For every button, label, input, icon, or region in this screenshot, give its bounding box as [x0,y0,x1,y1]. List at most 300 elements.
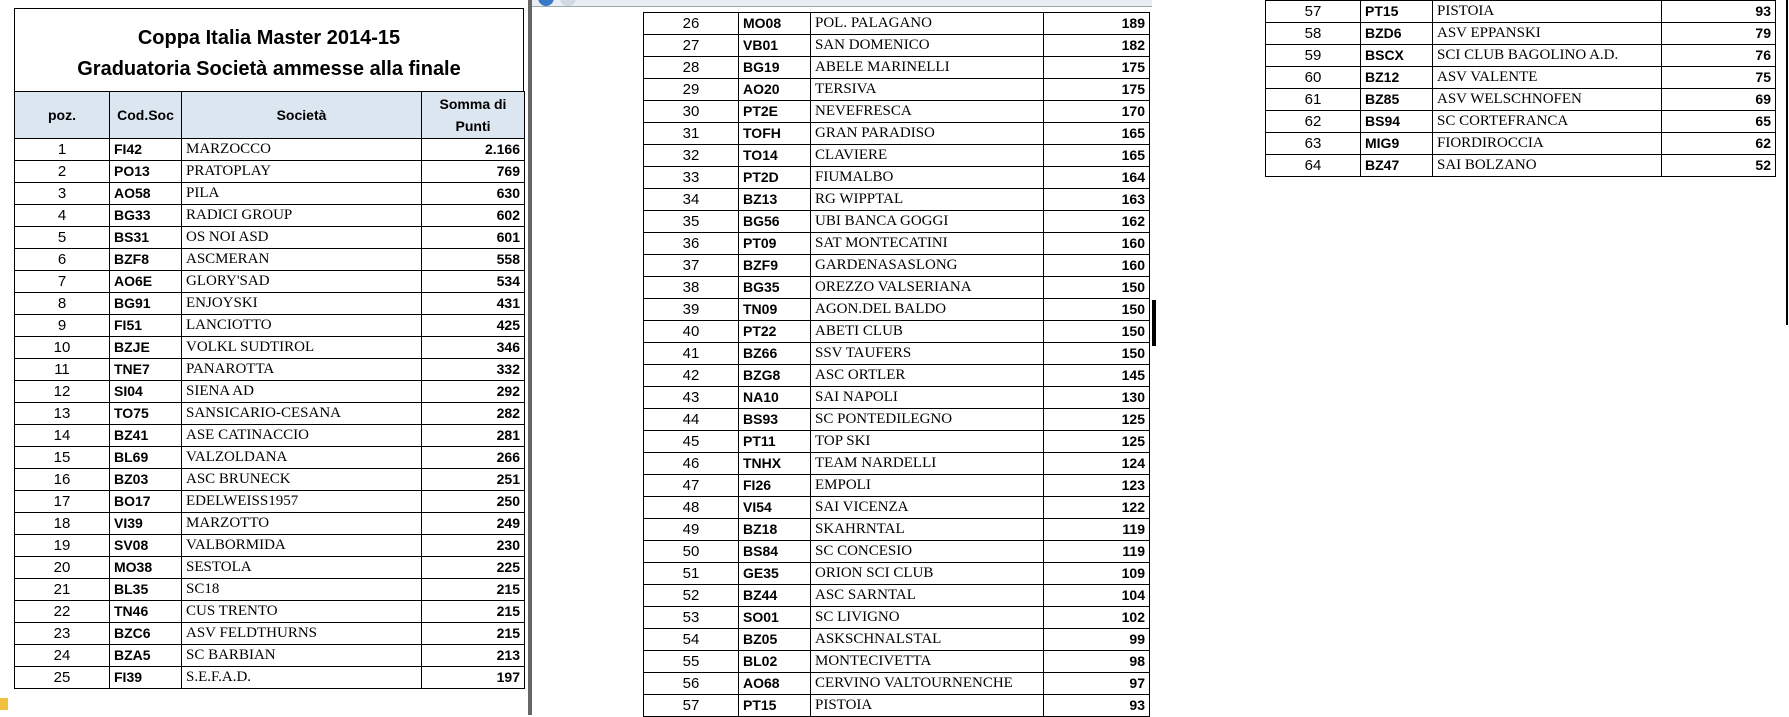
cell-pos: 62 [1266,111,1361,133]
cell-pos: 24 [15,645,110,667]
cell-society: VALBORMIDA [182,535,422,557]
cell-pos: 36 [644,233,739,255]
cell-code: GE35 [739,563,811,585]
cell-code: FI26 [739,475,811,497]
table-row [15,293,525,315]
ranking-table-right [1265,0,1775,177]
cell-pos: 5 [15,227,110,249]
cell-society: AGON.DEL BALDO [811,299,1044,321]
cell-pos: 14 [15,425,110,447]
table-row [644,541,1150,563]
cell-society: CUS TRENTO [182,601,422,623]
table-row [644,519,1150,541]
cell-points: 93 [1044,695,1150,717]
table-row [15,623,525,645]
cell-points: 769 [422,161,525,183]
table-row [1266,45,1776,67]
cell-code: VI54 [739,497,811,519]
forward-button-icon[interactable] [560,0,576,6]
cell-society: OS NOI ASD [182,227,422,249]
cell-pos: 30 [644,101,739,123]
cell-pos: 29 [644,79,739,101]
cell-society: SANSICARIO-CESANA [182,403,422,425]
cell-society: SKAHRNTAL [811,519,1044,541]
cell-pos: 50 [644,541,739,563]
cell-pos: 16 [15,469,110,491]
cell-society: SC PONTEDILEGNO [811,409,1044,431]
cell-pos: 34 [644,189,739,211]
cell-society: ASKSCHNALSTAL [811,629,1044,651]
cell-society: EMPOLI [811,475,1044,497]
cell-code: BL02 [739,651,811,673]
table-row [15,403,525,425]
cell-points: 123 [1044,475,1150,497]
cell-points: 162 [1044,211,1150,233]
cell-points: 2.166 [422,139,525,161]
cell-code: AO6E [110,271,182,293]
cell-pos: 48 [644,497,739,519]
cell-pos: 9 [15,315,110,337]
cell-points: 102 [1044,607,1150,629]
cell-code: BO17 [110,491,182,513]
cell-points: 251 [422,469,525,491]
cell-pos: 61 [1266,89,1361,111]
table-row [644,563,1150,585]
cell-code: TN46 [110,601,182,623]
cell-society: UBI BANCA GOGGI [811,211,1044,233]
cell-code: MO38 [110,557,182,579]
cell-code: PO13 [110,161,182,183]
cell-points: 69 [1662,89,1776,111]
table-row [644,651,1150,673]
cell-points: 119 [1044,541,1150,563]
title-block [14,8,524,91]
header-pos: poz. [15,92,110,139]
cell-code: BZG8 [739,365,811,387]
cell-pos: 43 [644,387,739,409]
cell-points: 97 [1044,673,1150,695]
cell-pos: 7 [15,271,110,293]
cell-pos: 57 [644,695,739,717]
cell-pos: 35 [644,211,739,233]
cell-code: FI39 [110,667,182,689]
cell-society: SC LIVIGNO [811,607,1044,629]
table-row [644,343,1150,365]
cell-code: BL69 [110,447,182,469]
cell-pos: 54 [644,629,739,651]
cell-code: BG19 [739,57,811,79]
cell-code: BS31 [110,227,182,249]
cell-code: BZ13 [739,189,811,211]
cell-pos: 39 [644,299,739,321]
cell-code: PT11 [739,431,811,453]
cell-points: 52 [1662,155,1776,177]
cell-society: ABELE MARINELLI [811,57,1044,79]
table-row [15,469,525,491]
cell-society: SC BARBIAN [182,645,422,667]
table-row [644,409,1150,431]
cell-points: 534 [422,271,525,293]
cell-points: 431 [422,293,525,315]
cell-code: BZD6 [1361,23,1433,45]
table-row [15,645,525,667]
cell-code: BG91 [110,293,182,315]
table-row [644,211,1150,233]
cell-society: ASV VALENTE [1433,67,1662,89]
cell-code: BG35 [739,277,811,299]
header-row [15,92,525,139]
cell-code: PT09 [739,233,811,255]
cell-points: 250 [422,491,525,513]
cell-points: 182 [1044,35,1150,57]
cell-points: 249 [422,513,525,535]
table-row [644,629,1150,651]
table-row [15,205,525,227]
cell-points: 93 [1662,1,1776,23]
header-code: Cod.Soc [110,92,182,139]
cell-society: ASC SARNTAL [811,585,1044,607]
cell-society: NEVEFRESCA [811,101,1044,123]
cell-pos: 33 [644,167,739,189]
table-row [15,315,525,337]
header-points [422,92,525,139]
window-chrome-strip [532,0,1152,7]
cell-pos: 3 [15,183,110,205]
table-row [644,673,1150,695]
cell-pos: 58 [1266,23,1361,45]
cell-society: SAN DOMENICO [811,35,1044,57]
cell-society: SAT MONTECATINI [811,233,1044,255]
cell-society: TERSIVA [811,79,1044,101]
cell-points: 281 [422,425,525,447]
cell-code: BSCX [1361,45,1433,67]
cell-points: 215 [422,623,525,645]
cell-pos: 47 [644,475,739,497]
cell-points: 215 [422,579,525,601]
cell-society: SAI BOLZANO [1433,155,1662,177]
window-divider [528,0,532,715]
header-points-line-1: Somma di [439,96,507,112]
cell-pos: 4 [15,205,110,227]
table-row [15,579,525,601]
cell-code: FI51 [110,315,182,337]
cell-code: TNHX [739,453,811,475]
table-row [644,57,1150,79]
cell-society: MARZOTTO [182,513,422,535]
cell-code: BZJE [110,337,182,359]
taskbar-icon[interactable] [0,698,8,710]
cell-pos: 18 [15,513,110,535]
table-row [644,299,1150,321]
cell-code: MO08 [739,13,811,35]
cell-points: 164 [1044,167,1150,189]
cell-pos: 23 [15,623,110,645]
cell-code: SI04 [110,381,182,403]
cell-society: PILA [182,183,422,205]
cell-points: 630 [422,183,525,205]
cell-pos: 55 [644,651,739,673]
cell-points: 76 [1662,45,1776,67]
cell-society: TEAM NARDELLI [811,453,1044,475]
cell-points: 160 [1044,255,1150,277]
cell-points: 601 [422,227,525,249]
table-row [644,475,1150,497]
cell-society: PISTOIA [811,695,1044,717]
cell-pos: 53 [644,607,739,629]
cell-code: BZ03 [110,469,182,491]
cell-code: BZ18 [739,519,811,541]
cell-society: SIENA AD [182,381,422,403]
table-row [1266,1,1776,23]
table-row [644,387,1150,409]
cell-code: BZ12 [1361,67,1433,89]
table-row [644,101,1150,123]
cell-pos: 19 [15,535,110,557]
cell-code: TN09 [739,299,811,321]
ranking-table-2 [643,12,1150,717]
cell-points: 266 [422,447,525,469]
cell-code: BZF8 [110,249,182,271]
cell-code: BS94 [1361,111,1433,133]
cell-code: BL35 [110,579,182,601]
cell-society: SCI CLUB BAGOLINO A.D. [1433,45,1662,67]
cell-pos: 57 [1266,1,1361,23]
cell-pos: 25 [15,667,110,689]
table-row [15,381,525,403]
table-row [1266,23,1776,45]
cell-points: 130 [1044,387,1150,409]
cell-pos: 41 [644,343,739,365]
table-row [15,447,525,469]
cell-pos: 28 [644,57,739,79]
table-row [644,497,1150,519]
cell-society: SC CORTEFRANCA [1433,111,1662,133]
window-edge [1786,0,1788,325]
table-row [15,183,525,205]
cell-pos: 27 [644,35,739,57]
cell-society: RG WIPPTAL [811,189,1044,211]
table-row [15,601,525,623]
cell-points: 62 [1662,133,1776,155]
cell-code: PT22 [739,321,811,343]
cell-points: 165 [1044,123,1150,145]
cell-points: 558 [422,249,525,271]
table-row [644,607,1150,629]
cell-pos: 15 [15,447,110,469]
cell-society: ASC ORTLER [811,365,1044,387]
cell-pos: 52 [644,585,739,607]
cell-pos: 37 [644,255,739,277]
table-row [1266,155,1776,177]
cell-society: PRATOPLAY [182,161,422,183]
cell-code: BZ85 [1361,89,1433,111]
cell-points: 104 [1044,585,1150,607]
cell-points: 346 [422,337,525,359]
cell-points: 175 [1044,79,1150,101]
cell-code: PT2D [739,167,811,189]
table-row [644,145,1150,167]
cell-society: MONTECIVETTA [811,651,1044,673]
cell-society: FIORDIROCCIA [1433,133,1662,155]
table-row [644,79,1150,101]
cell-code: MIG9 [1361,133,1433,155]
cell-points: 119 [1044,519,1150,541]
table-row [644,167,1150,189]
table-row [15,271,525,293]
table-row [644,233,1150,255]
cell-code: BZ41 [110,425,182,447]
table-row [15,513,525,535]
cell-society: ORION SCI CLUB [811,563,1044,585]
cell-code: SV08 [110,535,182,557]
table-row [1266,133,1776,155]
cell-code: BZA5 [110,645,182,667]
table-body-left [15,139,525,689]
table-row [15,249,525,271]
table-row [644,431,1150,453]
cell-points: 165 [1044,145,1150,167]
title-line-1: Coppa Italia Master 2014-15 [137,27,401,49]
cell-society: CERVINO VALTOURNENCHE [811,673,1044,695]
cell-points: 125 [1044,431,1150,453]
table-row [1266,89,1776,111]
cell-points: 602 [422,205,525,227]
table-row [1266,67,1776,89]
cell-code: BZ44 [739,585,811,607]
cell-points: 125 [1044,409,1150,431]
cell-society: ASCMERAN [182,249,422,271]
cell-code: BZ47 [1361,155,1433,177]
cell-pos: 20 [15,557,110,579]
cell-pos: 63 [1266,133,1361,155]
cell-points: 163 [1044,189,1150,211]
cell-points: 79 [1662,23,1776,45]
cell-points: 124 [1044,453,1150,475]
ranking-table [14,91,525,689]
cell-code: PT2E [739,101,811,123]
cell-society: SAI NAPOLI [811,387,1044,409]
cell-society: POL. PALAGANO [811,13,1044,35]
ranking-table-middle [643,12,1149,717]
cell-society: VOLKL SUDTIROL [182,337,422,359]
cell-society: GRAN PARADISO [811,123,1044,145]
cell-pos: 45 [644,431,739,453]
cell-code: SO01 [739,607,811,629]
table-row [644,35,1150,57]
cell-society: SAI VICENZA [811,497,1044,519]
table-row [644,277,1150,299]
table-row [644,365,1150,387]
cell-code: VI39 [110,513,182,535]
cell-pos: 44 [644,409,739,431]
table-row [644,321,1150,343]
cell-points: 109 [1044,563,1150,585]
table-row [15,667,525,689]
cell-points: 150 [1044,343,1150,365]
cell-society: LANCIOTTO [182,315,422,337]
cell-pos: 60 [1266,67,1361,89]
cell-code: BG33 [110,205,182,227]
cell-points: 150 [1044,321,1150,343]
cell-society: ASE CATINACCIO [182,425,422,447]
cell-society: OREZZO VALSERIANA [811,277,1044,299]
cell-pos: 6 [15,249,110,271]
cell-pos: 46 [644,453,739,475]
table-row [644,13,1150,35]
cell-points: 160 [1044,233,1150,255]
cell-code: TOFH [739,123,811,145]
cell-pos: 51 [644,563,739,585]
cell-society: GARDENASASLONG [811,255,1044,277]
cell-pos: 10 [15,337,110,359]
cell-code: BS93 [739,409,811,431]
cell-points: 65 [1662,111,1776,133]
cell-points: 150 [1044,299,1150,321]
cell-code: PT15 [1361,1,1433,23]
cell-society: SESTOLA [182,557,422,579]
cell-society: PANAROTTA [182,359,422,381]
cell-pos: 13 [15,403,110,425]
cell-points: 175 [1044,57,1150,79]
cell-pos: 22 [15,601,110,623]
cell-society: EDELWEISS1957 [182,491,422,513]
table-row [15,557,525,579]
table-row [644,123,1150,145]
cell-points: 189 [1044,13,1150,35]
header-society: Società [182,92,422,139]
cell-code: FI42 [110,139,182,161]
cell-code: BS84 [739,541,811,563]
cell-pos: 32 [644,145,739,167]
cell-society: ASC BRUNECK [182,469,422,491]
scroll-thumb[interactable] [1152,300,1156,346]
cell-society: ASV FELDTHURNS [182,623,422,645]
ranking-table-3 [1265,0,1776,177]
cell-points: 225 [422,557,525,579]
table-row [15,337,525,359]
cell-pos: 31 [644,123,739,145]
cell-pos: 12 [15,381,110,403]
ranking-table-left [14,8,524,689]
cell-pos: 26 [644,13,739,35]
table-row [15,161,525,183]
cell-pos: 2 [15,161,110,183]
table-row [644,585,1150,607]
table-row [644,189,1150,211]
cell-points: 332 [422,359,525,381]
cell-society: ENJOYSKI [182,293,422,315]
header-points-line-2: Punti [455,118,491,134]
cell-points: 425 [422,315,525,337]
table-row [15,227,525,249]
cell-pos: 40 [644,321,739,343]
cell-code: BZ66 [739,343,811,365]
cell-society: ASV EPPANSKI [1433,23,1662,45]
cell-society: VALZOLDANA [182,447,422,469]
cell-code: BZ05 [739,629,811,651]
cell-code: BZC6 [110,623,182,645]
cell-code: NA10 [739,387,811,409]
table-row [15,359,525,381]
title-line-2: Graduatoria Società ammesse alla finale [77,58,461,80]
cell-pos: 1 [15,139,110,161]
cell-society: SC18 [182,579,422,601]
cell-points: 230 [422,535,525,557]
cell-points: 150 [1044,277,1150,299]
cell-code: PT15 [739,695,811,717]
back-button-icon[interactable] [538,0,554,6]
cell-society: SSV TAUFERS [811,343,1044,365]
